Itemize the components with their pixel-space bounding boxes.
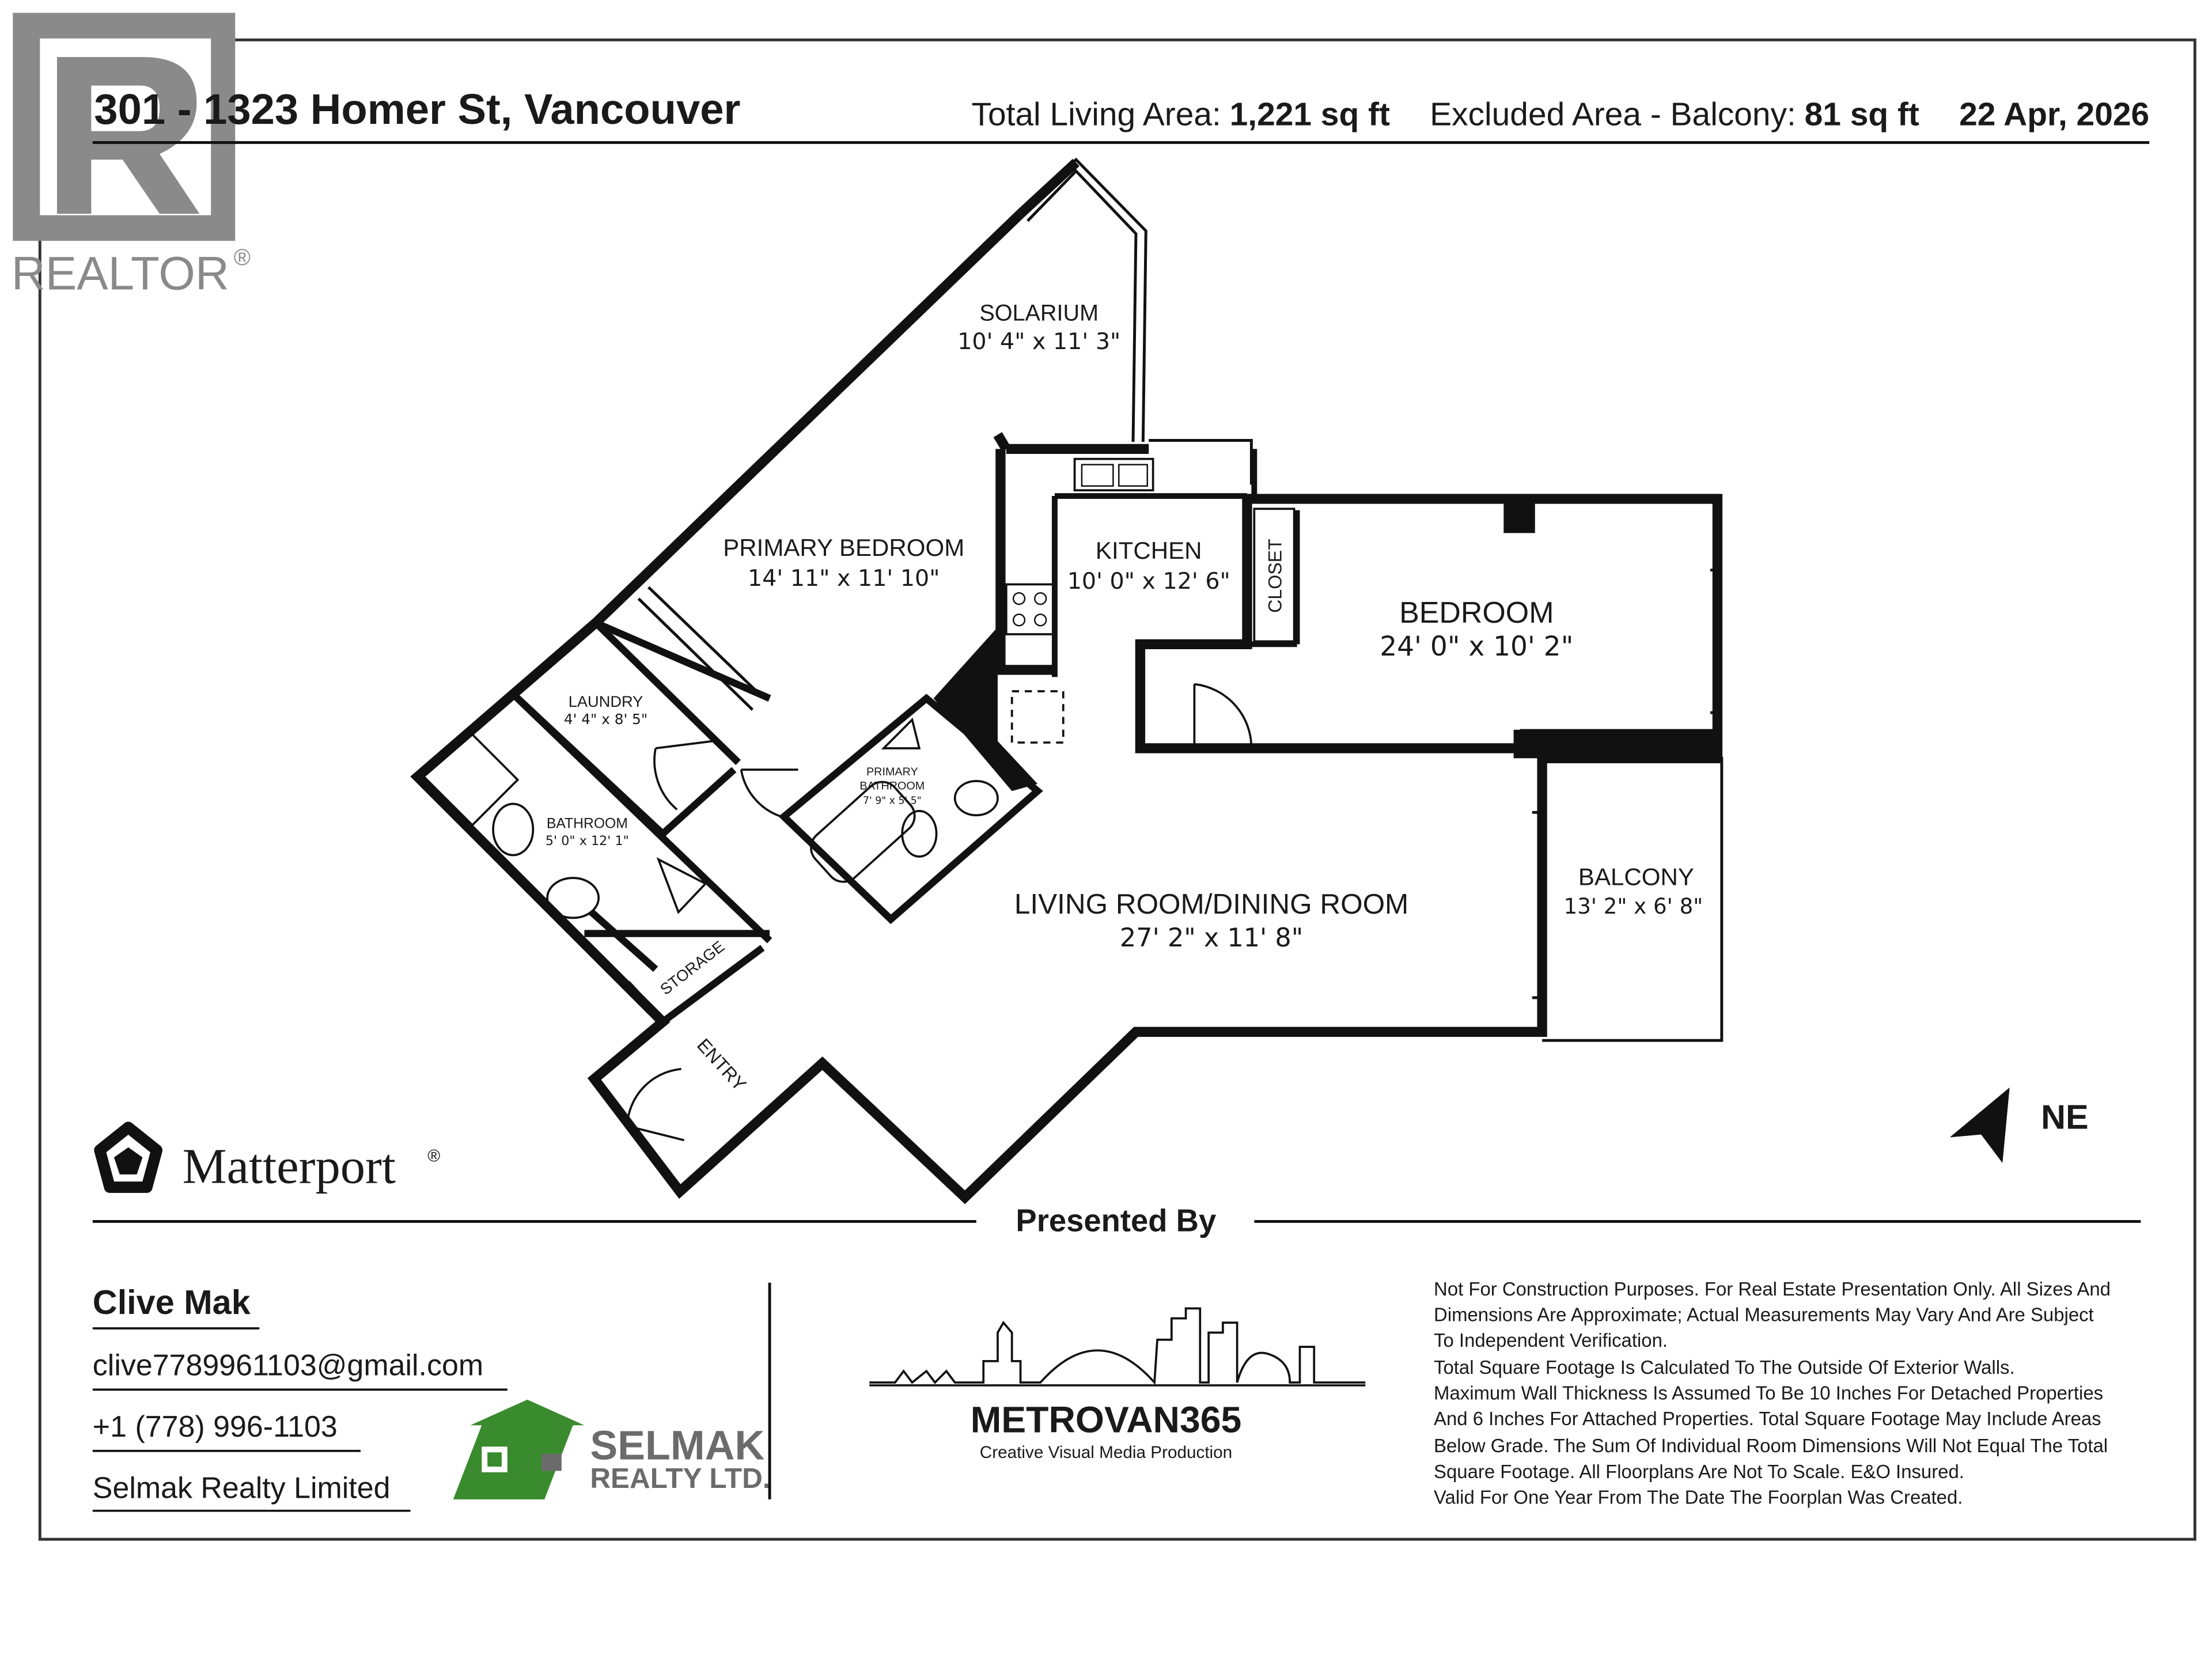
- structural-column: [934, 627, 1038, 791]
- agent-brokerage: Selmak Realty Limited: [92, 1471, 391, 1505]
- disclaimer-line: To Independent Verification.: [1434, 1330, 1668, 1351]
- room-label-primary-bedroom: PRIMARY BEDROOM: [723, 533, 965, 561]
- room-label-laundry: LAUNDRY: [568, 692, 643, 711]
- disclaimer-line: Maximum Wall Thickness Is Assumed To Be 10 Inches For Detached Properties: [1434, 1382, 2104, 1404]
- house-icon: [453, 1400, 585, 1499]
- matterport-logo: [100, 1127, 440, 1194]
- room-label-primary-bathroom: PRIMARY: [866, 765, 918, 778]
- plan-date: 22 Apr, 2026: [1959, 96, 2150, 133]
- kitchen-island: [1012, 691, 1063, 743]
- metrovan-wordmark: METROVAN365: [970, 1399, 1242, 1441]
- selmak-line1: SELMAK: [590, 1422, 765, 1469]
- room-dims-primary-bedroom: 14' 11" x 11' 10": [748, 565, 940, 592]
- stove: [1006, 584, 1054, 634]
- disclaimer-line: And 6 Inches For Attached Properties. Total Square Footage May Include Areas: [1434, 1408, 2101, 1430]
- disclaimer-line: Square Footage. All Floorplans Are Not To Scale. E&O Insured.: [1434, 1460, 1964, 1482]
- realtor-registered-mark: ®: [233, 245, 251, 271]
- excluded-area-value: 81 sq ft: [1804, 96, 1919, 133]
- room-label-bathroom: BATHROOM: [546, 816, 628, 832]
- agent-email[interactable]: clive7789961103@gmail.com: [92, 1349, 484, 1382]
- total-area-label: Total Living Area:: [971, 96, 1221, 133]
- realtor-wordmark: REALTOR: [11, 247, 229, 300]
- agent-name: Clive Mak: [92, 1283, 251, 1322]
- property-address: 301 - 1323 Homer St, Vancouver: [94, 85, 741, 134]
- sink: [955, 781, 998, 815]
- disclaimer-line: Below Grade. The Sum Of Individual Room Dimensions Will Not Equal The Total: [1434, 1435, 2108, 1457]
- room-dims-laundry: 4' 4" x 8' 5": [563, 710, 648, 728]
- room-dims-solarium: 10' 4" x 11' 3": [957, 328, 1121, 355]
- room-dims-living: 27' 2" x 11' 8": [1119, 922, 1304, 953]
- room-label-entry: ENTRY: [693, 1034, 751, 1095]
- toilet: [493, 804, 533, 855]
- room-label-primary-bathroom-2: BATHROOM: [859, 779, 925, 793]
- room-label-bedroom: BEDROOM: [1399, 596, 1554, 630]
- agent-phone[interactable]: +1 (778) 996-1103: [92, 1410, 338, 1444]
- kitchen-sink: [1119, 465, 1147, 486]
- kitchen-sink: [1082, 465, 1113, 486]
- shower: [422, 729, 518, 825]
- selmak-logo: [453, 1400, 771, 1499]
- matterport-registered-mark: ®: [427, 1146, 441, 1166]
- room-label-kitchen: KITCHEN: [1095, 536, 1202, 564]
- disclaimer-line: Dimensions Are Approximate; Actual Measurements May Vary And Are Subject: [1434, 1304, 2094, 1325]
- structural-column: [1514, 730, 1718, 758]
- skyline-icon: [869, 1308, 1365, 1382]
- realtor-logo: [12, 13, 251, 300]
- room-label-solarium: SOLARIUM: [979, 300, 1099, 326]
- wall-primary-bath: [784, 698, 1037, 919]
- disclaimer-line: Not For Construction Purposes. For Real Estate Presentation Only. All Sizes And: [1434, 1278, 2111, 1300]
- interior-wall: [513, 694, 770, 1022]
- room-dims-bedroom: 24' 0" x 10' 2": [1380, 631, 1574, 663]
- disclaimer-line: Valid For One Year From The Date The Foorplan Was Created.: [1434, 1486, 1963, 1508]
- selmak-line2: REALTY LTD.: [590, 1463, 771, 1495]
- room-label-balcony: BALCONY: [1578, 863, 1694, 891]
- room-dims-bathroom: 5' 0" x 12' 1": [545, 834, 629, 849]
- metrovan-tagline: Creative Visual Media Production: [979, 1443, 1233, 1463]
- compass: [1950, 1088, 2089, 1163]
- structural-column: [1503, 502, 1535, 533]
- header-area-line: [972, 96, 2150, 133]
- room-label-closet: CLOSET: [1264, 539, 1286, 613]
- room-dims-balcony: 13' 2" x 6' 8": [1563, 893, 1703, 919]
- north-arrow-icon: [1950, 1088, 2010, 1163]
- matterport-wordmark: Matterport: [182, 1138, 396, 1194]
- disclaimer: [1434, 1278, 2111, 1508]
- agent-card: [93, 1283, 507, 1510]
- total-area-value: 1,221 sq ft: [1229, 96, 1390, 133]
- room-dims-primary-bathroom: 7' 9" x 5' 5": [863, 795, 922, 807]
- door-swing: [1194, 684, 1251, 748]
- toilet: [902, 811, 936, 857]
- presented-by: Presented By: [1016, 1203, 1217, 1238]
- sink: [547, 878, 599, 918]
- metrovan-logo: [869, 1308, 1365, 1462]
- room-label-storage: STORAGE: [656, 937, 728, 998]
- room-dims-kitchen: 10' 0" x 12' 6": [1067, 567, 1230, 594]
- excluded-area-label: Excluded Area - Balcony:: [1430, 96, 1796, 133]
- room-label-living: LIVING ROOM/DINING ROOM: [1014, 888, 1409, 920]
- compass-label: NE: [2041, 1097, 2089, 1137]
- disclaimer-line: Total Square Footage Is Calculated To The Outside Of Exterior Walls.: [1434, 1357, 2015, 1378]
